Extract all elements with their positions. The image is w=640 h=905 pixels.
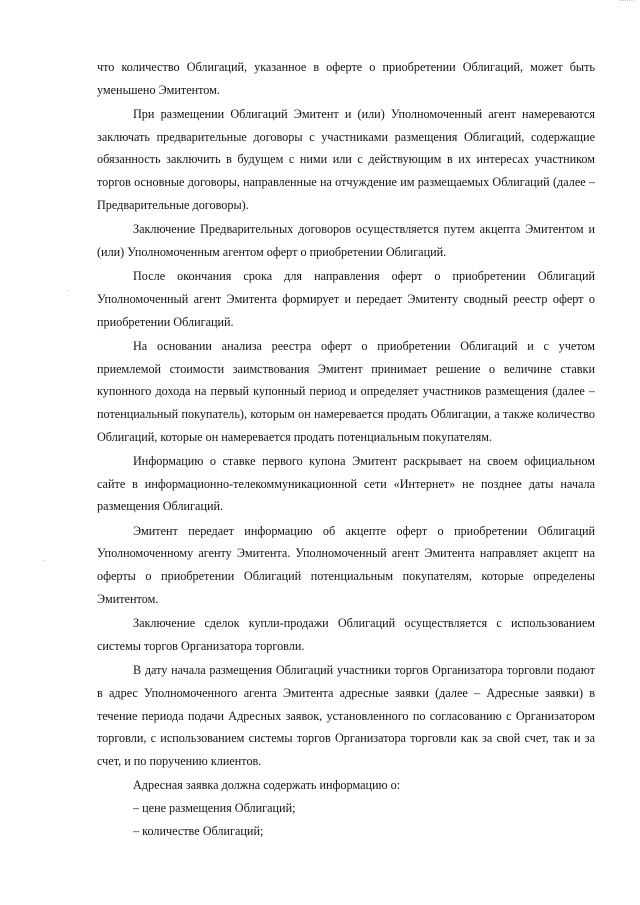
list-item-price: – цене размещения Облигаций; — [133, 801, 296, 815]
scan-corner-mark — [620, 0, 634, 5]
paragraph-continuation: что количество Облигаций, указанное в оферте о приобретении Облигаций, может быть уменьшено Эмитентом. — [97, 60, 595, 97]
paragraph-acceptance-transfer: Эмитент передает информацию об акцепте оферт о приобретении Облигаций Уполномоченному агенту Эмитента. Уполномоченный агент Эмитента направляет акцепт на оферты о приобретении Облигаций потенциальным покупателям, которые определены Эмитентом. — [97, 523, 595, 606]
paragraph-offer-register: После окончания срока для направления оферт о приобретении Облигаций Уполномоченный агент Эмитента формирует и передает Эмитенту сводный реестр оферт о приобретении Облигаций. — [97, 269, 595, 329]
paragraph-trading-system: Заключение сделок купли-продажи Облигаций осуществляется с использованием системы торгов Организатора торговли. — [97, 616, 595, 653]
scan-speck — [67, 290, 68, 291]
scan-speck — [44, 560, 45, 561]
paragraph-coupon-disclosure: Информацию о ставке первого купона Эмитент раскрывает на своем официальном сайте в информационно-телекоммуникационной сети «Интернет» не позднее даты начала размещения Облигаций. — [97, 454, 595, 514]
document-body — [97, 56, 595, 842]
paragraph-address-orders: В дату начала размещения Облигаций участники торгов Организатора торговли подают в адрес Уполномоченного агента Эмитента адресные заявки (далее – Адресные заявки) в течение периода подачи Адресных заявок, установленного по согласованию с Организатором торговли, с использованием системы торгов Организатора торговли как за свой счет, так и за счет, и по поручению клиентов. — [97, 663, 595, 768]
list-item-quantity: – количестве Облигаций; — [133, 823, 264, 838]
paragraph-order-contents: Адресная заявка должна содержать информацию о: — [133, 778, 401, 793]
paragraph-coupon-decision: На основании анализа реестра оферт о приобретении Облигаций и с учетом приемлемой стоимости заимствования Эмитент принимает решение о величине ставки купонного дохода на первый купонный период и определяет участников размещения (далее – потенциальный покупатель), которым он намеревается продать Облигации, а также количество Облигаций, которые он намеревается продать потенциальным покупателям. — [97, 339, 595, 444]
paragraph-preliminary-agreements: При размещении Облигаций Эмитент и (или) Уполномоченный агент намереваются заключать предварительные договоры с участниками размещения Облигаций, содержащие обязанность заключить в будущем с ними или с действующим в их интересах участником торгов основные договоры, направленные на отчуждение им размещаемых Облигаций (далее – Предварительные договоры). — [97, 107, 595, 212]
paragraph-acceptance: Заключение Предварительных договоров осуществляется путем акцепта Эмитентом и (или) Уполномоченным агентом оферт о приобретении Облигаций. — [97, 222, 595, 259]
